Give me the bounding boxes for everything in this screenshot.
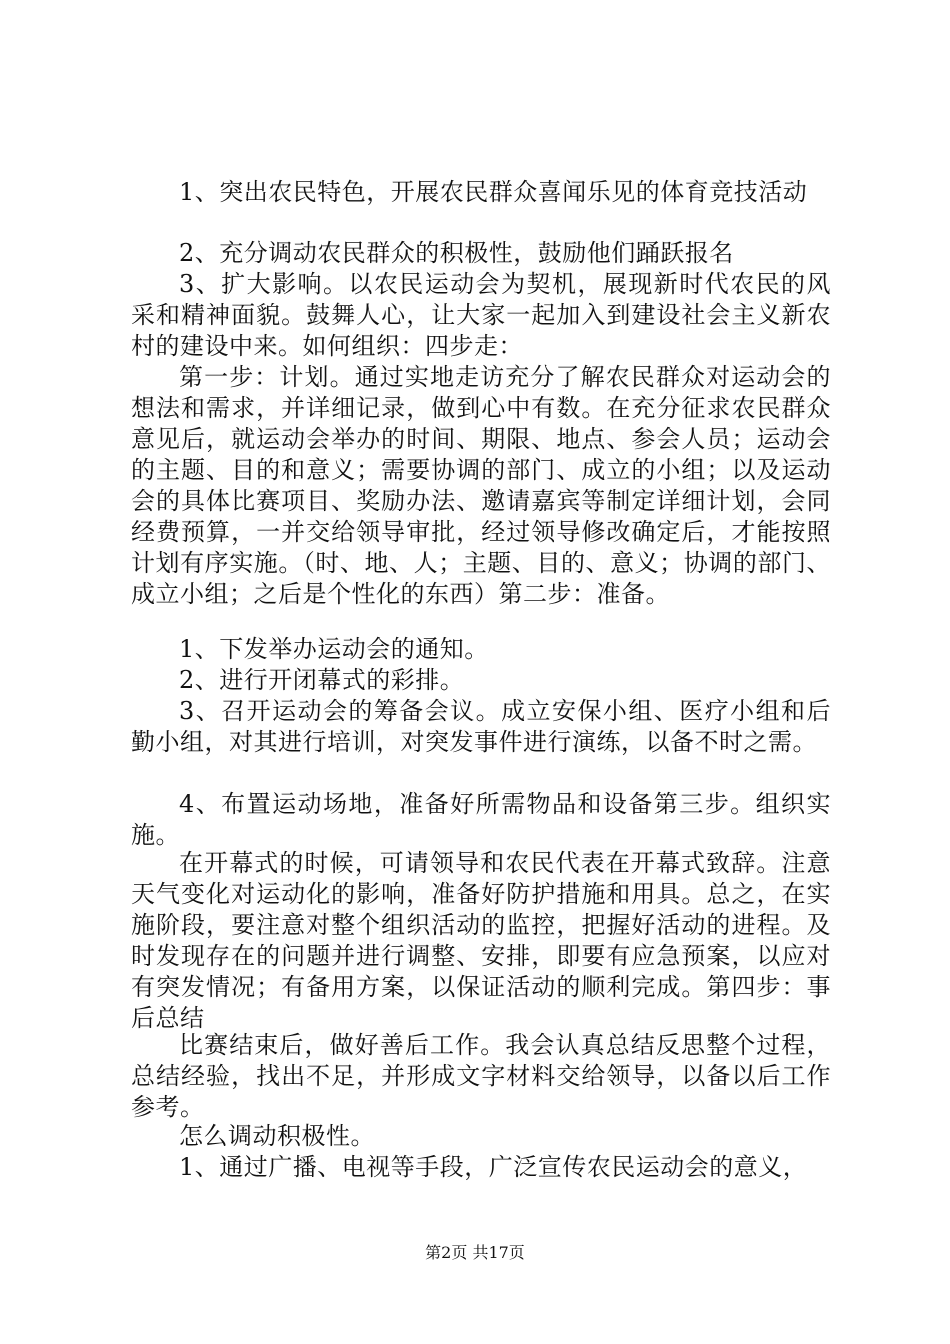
paragraph-6: 2、进行开闭幕式的彩排。 bbox=[179, 666, 465, 694]
paragraph-5: 1、下发举办运动会的通知。 bbox=[179, 635, 489, 663]
paragraph-11: 怎么调动积极性。 bbox=[179, 1122, 375, 1150]
paragraph-7: 3、召开运动会的筹备会议。成立安保小组、医疗小组和后勤小组，对其进行培训，对突发事件进行演练，以备不时之需。 bbox=[131, 697, 831, 756]
paragraph-3: 3、扩大影响。以农民运动会为契机，展现新时代农民的风采和精神面貌。鼓舞人心，让大家一起加入到建设社会主义新农村的建设中来。如何组织：四步走： bbox=[131, 270, 831, 360]
paragraph-2: 2、充分调动农民群众的积极性，鼓励他们踊跃报名 bbox=[179, 239, 734, 267]
paragraph-1: 1、突出农民特色，开展农民群众喜闻乐见的体育竞技活动 bbox=[179, 178, 808, 206]
paragraph-9: 在开幕式的时候，可请领导和农民代表在开幕式致辞。注意天气变化对运动化的影响，准备好防护措施和用具。总之，在实施阶段，要注意对整个组织活动的监控，把握好活动的进程。及时发现存在的问题并进行调整、安排，即要有应急预案，以应对有突发情况；有备用方案，以保证活动的顺利完成。第四步：事后总结 bbox=[131, 849, 831, 1032]
paragraph-8: 4、布置运动场地，准备好所需物品和设备第三步。组织实施。 bbox=[131, 790, 831, 849]
paragraph-4: 第一步：计划。通过实地走访充分了解农民群众对运动会的想法和需求，并详细记录，做到心中有数。在充分征求农民群众意见后，就运动会举办的时间、期限、地点、参会人员；运动会的主题、目的和意义；需要协调的部门、成立的小组；以及运动会的具体比赛项目、奖励办法、邀请嘉宾等制定详细计划，会同经费预算，一并交给领导审批，经过领导修改确定后，才能按照计划有序实施。（时、地、人；主题、目的、意义；协调的部门、成立小组；之后是个性化的东西）第二步：准备。 bbox=[131, 363, 831, 608]
paragraph-10: 比赛结束后，做好善后工作。我会认真总结反思整个过程，总结经验，找出不足，并形成文字材料交给领导，以备以后工作参考。 bbox=[131, 1031, 831, 1121]
paragraph-12: 1、通过广播、电视等手段，广泛宣传农民运动会的意义， bbox=[179, 1153, 808, 1181]
page-number-footer: 第2页 共17页 bbox=[425, 1243, 525, 1262]
